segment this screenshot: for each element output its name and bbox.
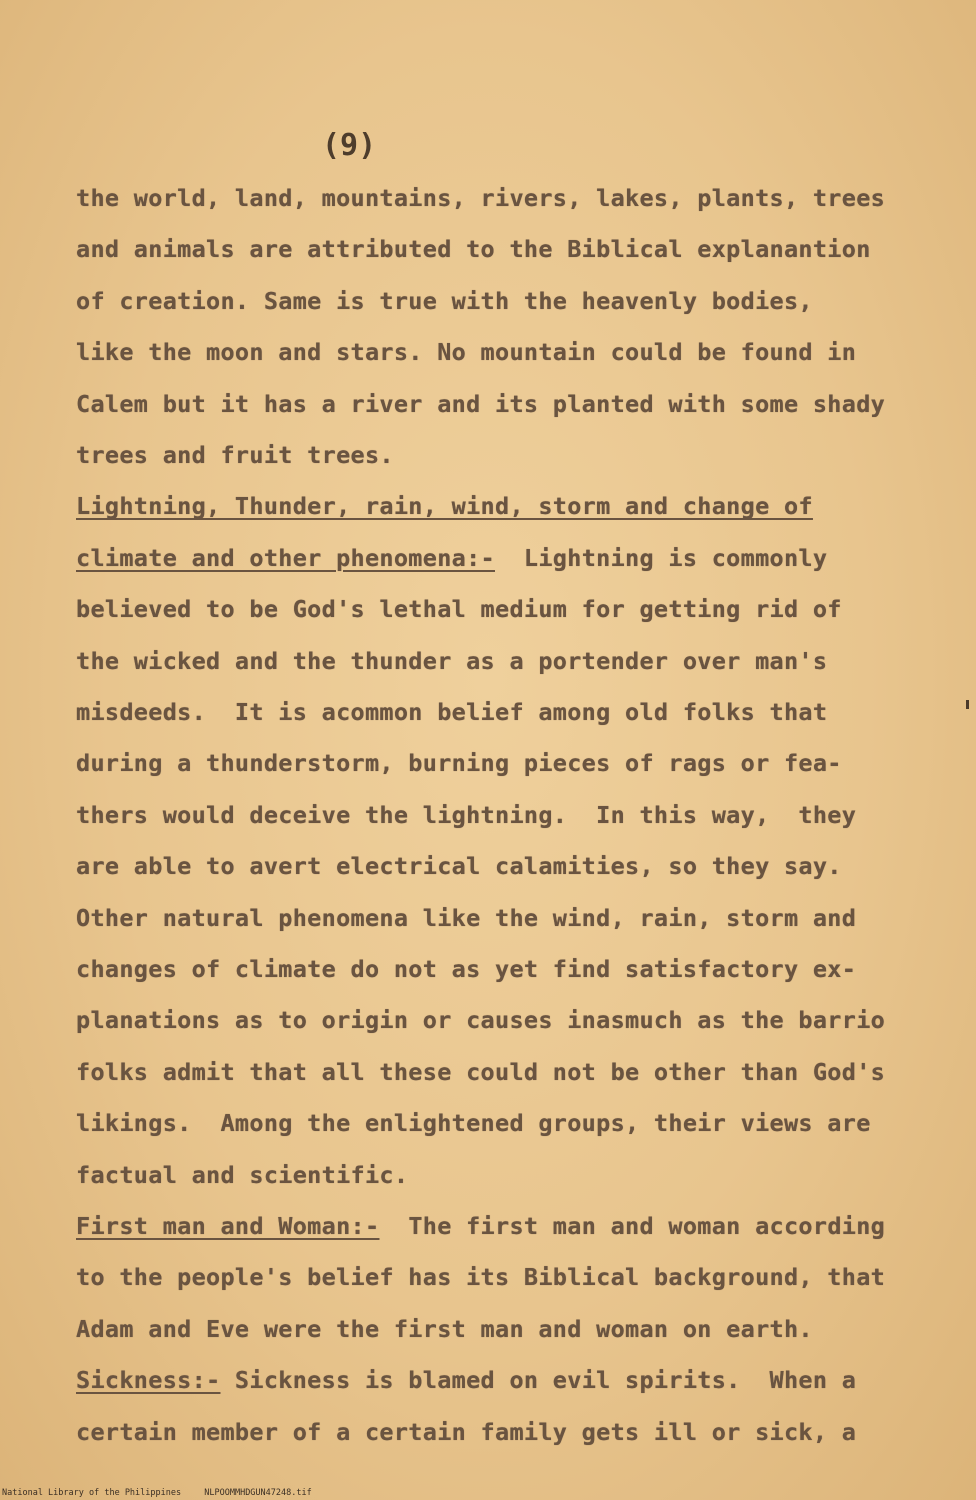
line-text: believed to be God's lethal medium for getting rid of xyxy=(76,595,842,624)
text-line xyxy=(76,1006,885,1034)
text-line xyxy=(76,441,394,469)
text-line xyxy=(76,287,813,315)
text-line xyxy=(76,1263,885,1291)
text-line xyxy=(76,852,842,880)
text-line xyxy=(76,904,856,932)
text-line xyxy=(76,184,885,212)
line-text: certain member of a certain family gets ill or sick, a xyxy=(76,1417,857,1446)
footer-library: National Library of the Philippines xyxy=(2,1488,182,1498)
line-text: misdeeds. It is acommon belief among old folks that xyxy=(76,698,828,726)
line-text: changes of climate do not as yet find satisfactory ex- xyxy=(76,955,857,983)
line-text: of creation. Same is true with the heavenly bodies, xyxy=(76,286,813,315)
line-text: trees and fruit trees. xyxy=(76,441,394,469)
line-text: during a thunderstorm, burning pieces of rags or fea- xyxy=(76,749,842,778)
text-line xyxy=(76,698,827,726)
text-line xyxy=(76,390,885,418)
line-text: to the people's belief has its Biblical background, that xyxy=(76,1263,886,1292)
scan-mark xyxy=(966,700,969,709)
line-text: like the moon and stars. No mountain could be found in xyxy=(76,338,857,367)
section-heading: Lightning, Thunder, rain, wind, storm and change of xyxy=(76,492,813,521)
line-text: Other natural phenomena like the wind, rain, storm and xyxy=(76,903,857,932)
text-line xyxy=(76,1058,885,1086)
text-line xyxy=(76,1109,871,1137)
text-line xyxy=(76,338,856,366)
line-text: the world, land, mountains, rivers, lakes, plants, trees xyxy=(76,184,886,212)
line-text: planations as to origin or causes inasmuch as the barrio xyxy=(76,1006,886,1035)
text-line xyxy=(76,1315,813,1343)
line-text: The first man and woman according xyxy=(379,1212,886,1240)
text-line xyxy=(76,801,856,829)
text-line xyxy=(76,1212,885,1240)
line-text: likings. Among the enlightened groups, their views are xyxy=(76,1109,871,1138)
line-text: the wicked and the thunder as a portender over man's xyxy=(76,646,828,675)
scan-footer xyxy=(2,1488,312,1498)
text-line xyxy=(76,647,827,675)
line-text: Sickness is blamed on evil spirits. When a xyxy=(220,1366,857,1395)
section-heading: Sickness:- xyxy=(76,1366,221,1395)
page-number: (9) xyxy=(322,128,377,163)
footer-filename: NLPOOMMHDGUN47248.tif xyxy=(204,1488,312,1498)
text-line xyxy=(76,595,842,623)
text-line xyxy=(76,749,842,777)
section-heading: climate and other phenomena:- xyxy=(76,543,495,572)
line-text: thers would deceive the lightning. In this way, they xyxy=(76,800,857,829)
text-line xyxy=(76,1366,856,1394)
text-line xyxy=(76,1161,408,1189)
line-text: and animals are attributed to the Biblical explanantion xyxy=(76,235,871,264)
text-line xyxy=(76,955,856,983)
line-text: Lightning is commonly xyxy=(495,543,828,572)
section-heading: First man and Woman:- xyxy=(76,1212,380,1240)
line-text: Adam and Eve were the first man and woman on earth. xyxy=(76,1314,813,1343)
line-text: Calem but it has a river and its planted with some shady xyxy=(76,389,886,418)
text-line xyxy=(76,235,871,263)
line-text: factual and scientific. xyxy=(76,1160,409,1189)
line-text: are able to avert electrical calamities, so they say. xyxy=(76,852,842,881)
line-text: folks admit that all these could not be other than God's xyxy=(76,1057,886,1086)
text-line xyxy=(76,492,813,520)
text-line xyxy=(76,1418,856,1446)
text-line xyxy=(76,544,827,572)
